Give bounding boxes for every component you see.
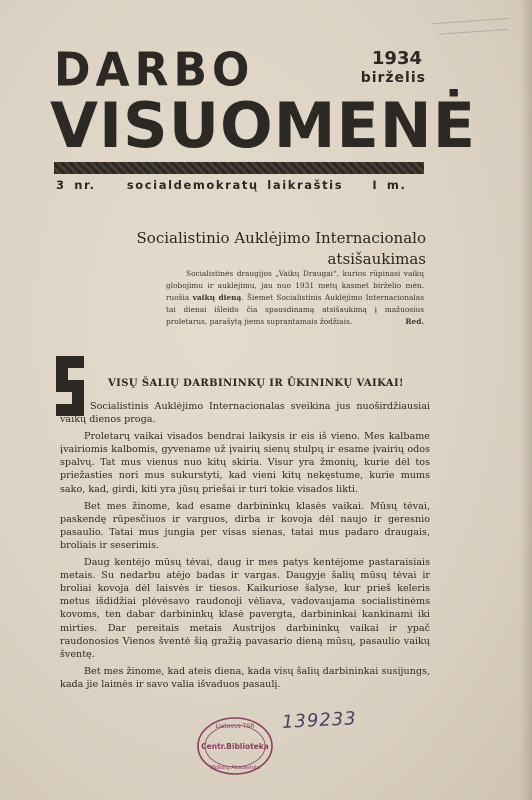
volume-number: I m. [372,178,407,192]
paragraph-4: Daug kentėjo mūsų tėvai, daug ir mes patys kentėjome pastaraisiais metais. Su nedarbu atėjo badas ir vargas. Daugyje šalių mūsų tėvai ir broliai kovoja dėl laisvės ir tiesos. Kaikuriose šalyse, kur prieš keleris metus išdidžiai plėvėsavo raudonoji vėliava, vadovaujama socialistinėms kovoms, ten dabar darbininkų klasė pavergta, darbininkai kankinami iki mirties. Dar pereitais metais Austrijos darbininkų vaikai ir ypač raudonosios Vienos šventė šią gražią pavasario dieną mūsų, pasaulio vaikų šventę. [60,557,430,660]
section-title: VISŲ ŠALIŲ DARBININKŲ IR ŪKININKŲ VAIKAI! [108,378,404,389]
paragraph-5: Bet mes žinome, kad ateis diena, kada visų šalių darbininkai susijungs, kada jie laimės ir savo valia išvaduos pasaulį. [60,665,430,690]
headline-line1: Socialistinio Auklėjimo Internacionalo [136,229,426,247]
masthead-rule [54,162,424,174]
intro-bold-phrase: vaikų dieną [192,293,242,302]
intro-text-start: Socialistinės draugijos „Vaikų Draugai“, kurios rūpinasi vaikų globojimu ir auklėjimu, jau nuo 1931 metų kasmet birželio mėn. ruošia [166,269,424,302]
article-headline [110,228,426,270]
library-catalog-number: 139233 [281,708,358,733]
masthead-title-line2: VISUOMENĖ [50,89,477,162]
page-edge-shadow [520,0,532,800]
paragraph-1: Socialistinis Auklėjimo Internacionalas sveikina jus nuoširdžiausiai vaikų dienos proga. [60,401,430,426]
paper-subtitle: socialdemokratų laikraštis [126,178,344,192]
paragraph-2: Proletarų vaikai visados bendrai laikysis ir eis iš vieno. Mes kalbame įvairiomis kalbomis, gyvename už įvairių sienų stulpų ir esame įvairių odos spalvų. Tat mus vienus nuo kitų skiria. Visur yra žmonių, kurie dėl tos priežasties nori mus sukurstyti, kad vieni kitų nekęstume, kurie mums sako, kad, girdi, kiti yra jūsų priešai ir turi tokie visados likti. [60,431,430,495]
article-body [60,400,430,695]
headline-line2: atsišaukimas [327,250,426,268]
pencil-annotation [431,7,525,47]
editorial-intro [166,268,424,328]
issue-number: 3 nr. [56,178,96,192]
masthead-subline [56,178,426,192]
intro-text-end: . Šiemet Socialistinis Auklėjimo Internacionalas tai dienai išleido čia spausdinamą atsišaukimą į mažuosius proletarus, parašytą jiems suprantamais žodžiais. [166,293,424,326]
masthead-month: birželis [360,70,426,86]
intro-signature: Red. [405,317,424,326]
paragraph-3: Bet mes žinome, kad esame darbininkų klasės vaikai. Mūsų tėvai, paskendę rūpesčiuos ir varguos, dirba ir kovoja dėl naujo ir geresnio pasaulio. Tatai mus jungia per visas sienas, tatai mus padaro draugais, broliais ir seserimis. [60,500,430,551]
library-stamp [196,716,274,776]
stamp-center-text: Centr.Biblioteka [201,742,269,751]
masthead-year: 1934 [371,48,422,69]
stamp-top-text: Lietuvos TSR [215,723,255,730]
stamp-bottom-text: Mokslų Akademija [210,765,260,771]
masthead-title-line1: DARBO [54,43,255,98]
